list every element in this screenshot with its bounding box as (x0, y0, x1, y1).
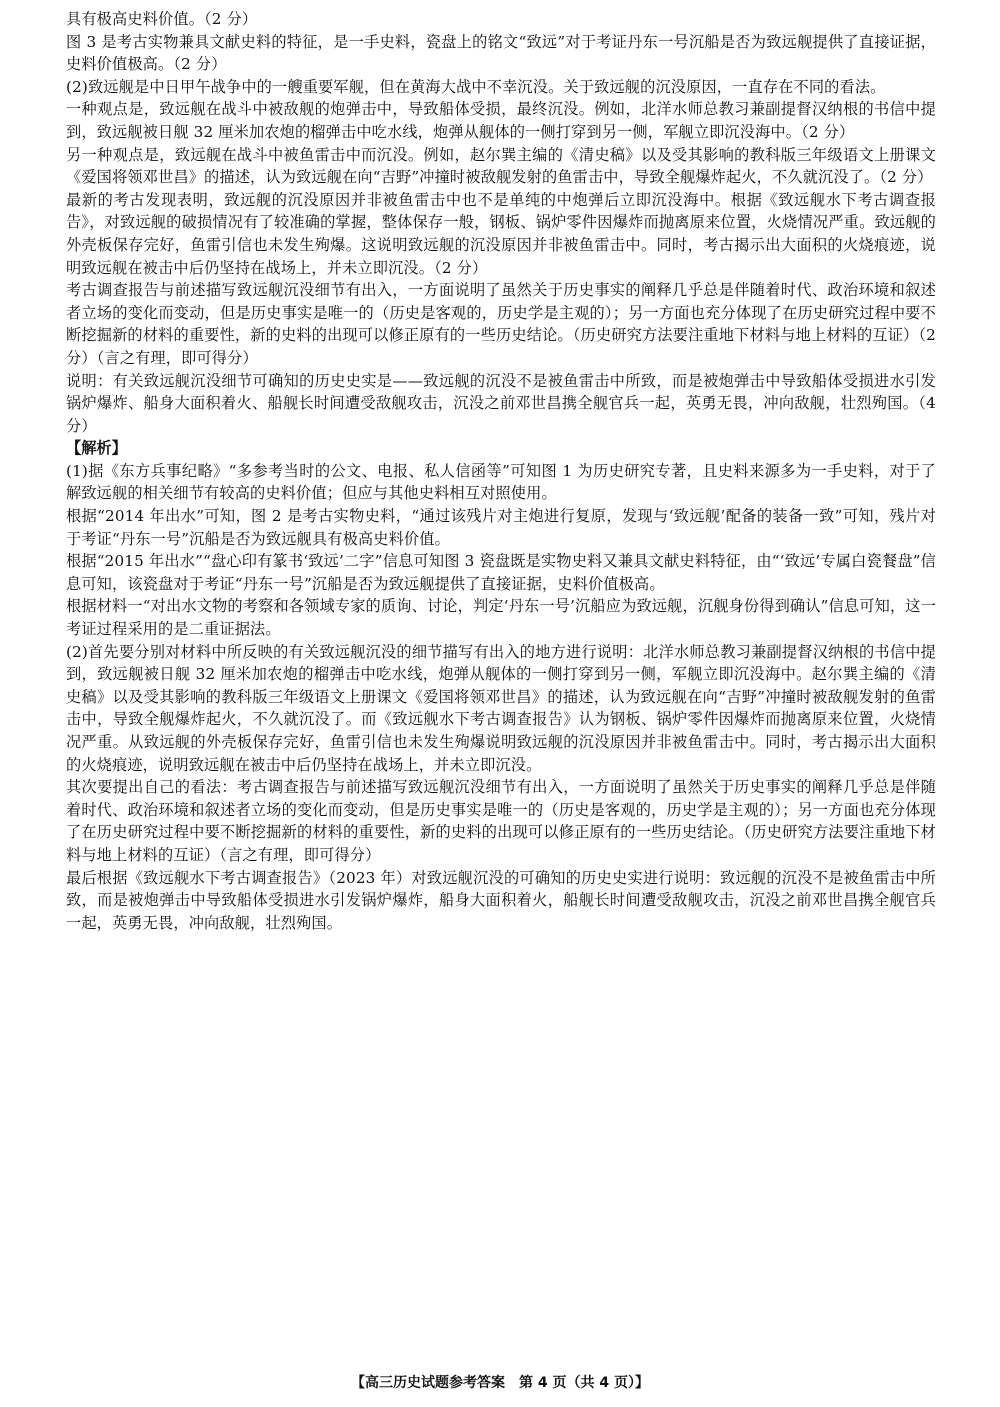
answer-paragraph-1: 具有极高史料价值。（2 分） (66, 10, 258, 28)
analysis-paragraph-5: (2)首先要分别对材料中所反映的有关致远舰沉没的细节描写有出入的地方进行说明：北洋水师总教习兼副提督汉纳根的书信中提到，致远舰被日舰 32 厘米加农炮的榴弹击中吃水线，炮弹从舰体的一侧打穿到另一侧，军舰立即沉没海中。赵尔巽主编的《清史稿》以及受其影响的教科版三年级语文上册课文《爱国将领邓世昌》的描述，认为致远舰在向“吉野”冲撞时被敌舰发射的鱼雷击中，导致全舰爆炸起火，不久就沉没了。而《致远舰水下考古调查报告》认为钢板、锅炉零件因爆炸而抛离原来位置，火烧情况严重。从致远舰的外壳板保存完好，鱼雷引信也未发生殉爆说明致远舰的沉没原因并非被鱼雷击中。同时，考古揭示出大面积的火烧痕迹，说明致远舰在被击中后仍坚持在战场上，并未立即沉没。 (66, 642, 936, 774)
document-body (66, 8, 936, 934)
answer-paragraph-4: 一种观点是，致远舰在战斗中被敌舰的炮弹击中，导致船体受损，最终沉没。例如，北洋水师总教习兼副提督汉纳根的书信中提到，致远舰被日舰 32 厘米加农炮的榴弹击中吃水线，炮弹从舰体的一侧打穿到另一侧，军舰立即沉没海中。（2 分） (66, 100, 936, 141)
analysis-paragraph-1: (1)据《东方兵事纪略》“多参考当时的公文、电报、私人信函等”可知图 1 为历史研究专著，且史料来源多为一手史料，对于了解致远舰的相关细节有较高的史料价值；但应与其他史料相互对照使用。 (66, 461, 936, 503)
answer-paragraph-7: 考古调查报告与前述描写致远舰沉没细节有出入，一方面说明了虽然关于历史事实的阐释几乎总是伴随着时代、政治环境和叙述者立场的变化而变动，但是历史事实是唯一的（历史是客观的，历史学是主观的）；另一方面也充分体现了在历史研究过程中要不断挖掘新的材料的重要性，新的史料的出现可以修正原有的一些历史结论。（历史研究方法要注重地下材料与地上材料的互证）（2 分）（言之有理，即可得分） (66, 281, 936, 367)
analysis-paragraph-3: 根据“2015 年出水”“盘心印有篆书‘致远’二字”信息可知图 3 瓷盘既是实物史料又兼具文献史料特征，由“‘致远’专属白瓷餐盘”信息可知，该瓷盘对于考证“丹东一号”沉船是否为致远舰提供了直接证据，史料价值极高。 (66, 552, 936, 593)
page-footer: 【高三历史试题参考答案 第 4 页（共 4 页）】 (351, 1375, 649, 1391)
analysis-heading: 【解析】 (66, 439, 127, 458)
analysis-paragraph-7: 最后根据《致远舰水下考古调查报告》（2023 年）对致远舰沉没的可确知的历史史实进行说明：致远舰的沉没不是被鱼雷击中所致，而是被炮弹击中导致船体受损进水引发锅炉爆炸，船身大面积着火，船舰长时间遭受敌舰攻击，沉没之前邓世昌携全舰官兵一起，英勇无畏，冲向敌舰，壮烈殉国。 (66, 868, 936, 932)
analysis-paragraph-2: 根据“2014 年出水”可知，图 2 是考古实物史料，“通过该残片对主炮进行复原，发现与‘致远舰’配备的装备一致”可知，残片对于考证“丹东一号”沉船是否为致远舰具有极高史料价值。 (66, 507, 936, 548)
answer-paragraph-3: (2)致远舰是中日甲午战争中的一艘重要军舰，但在黄海大战中不幸沉没。关于致远舰的沉没原因，一直存在不同的看法。 (66, 77, 886, 96)
analysis-paragraph-6: 其次要提出自己的看法：考古调查报告与前述描写致远舰沉没细节有出入，一方面说明了虽然关于历史事实的阐释几乎总是伴随着时代、政治环境和叙述者立场的变化而变动，但是历史事实是唯一的（历史是客观的，历史学是主观的）；另一方面也充分体现了在历史研究过程中要不断挖掘新的材料的重要性，新的史料的出现可以修正原有的一些历史结论。（历史研究方法要注重地下材料与地上材料的互证）（言之有理，即可得分） (66, 778, 936, 864)
answer-paragraph-6: 最新的考古发现表明，致远舰的沉没原因并非被鱼雷击中也不是单纯的中炮弹后立即沉没海中。根据《致远舰水下考古调查报告》，对致远舰的破损情况有了较准确的掌握，整体保存一般，钢板、锅炉零件因爆炸而抛离原来位置，火烧情况严重。致远舰的外壳板保存完好，鱼雷引信也未发生殉爆。这说明致远舰的沉没原因并非被鱼雷击中。同时，考古揭示出大面积的火烧痕迹，说明致远舰在被击中后仍坚持在战场上，并未立即沉没。（2 分） (66, 190, 936, 277)
answer-paragraph-5: 另一种观点是，致远舰在战斗中被鱼雷击中而沉没。例如，赵尔巽主编的《清史稿》以及受其影响的教科版三年级语文上册课文《爱国将领邓世昌》的描述，认为致远舰在向“吉野”冲撞时被敌舰发射的鱼雷击中，导致全舰爆炸起火，不久就沉没了。（2 分） (66, 145, 936, 187)
answer-paragraph-8: 说明：有关致远舰沉没细节可确知的历史史实是——致远舰的沉没不是被鱼雷击中所致，而是被炮弹击中导致船体受损进水引发锅炉爆炸、船身大面积着火、船舰长时间遭受敌舰攻击，沉没之前邓世昌携全舰官兵一起，英勇无畏，冲向敌舰，壮烈殉国。（4 分） (66, 371, 936, 435)
answer-paragraph-2: 图 3 是考古实物兼具文献史料的特征，是一手史料，瓷盘上的铭文“致远”对于考证丹东一号沉船是否为致远舰提供了直接证据，史料价值极高。（2 分） (66, 32, 936, 74)
analysis-paragraph-4: 根据材料一“对出水文物的考察和各领域专家的质询、讨论，判定‘丹东一号’沉船应为致远舰，沉舰身份得到确认”信息可知，这一考证过程采用的是二重证据法。 (66, 597, 936, 639)
